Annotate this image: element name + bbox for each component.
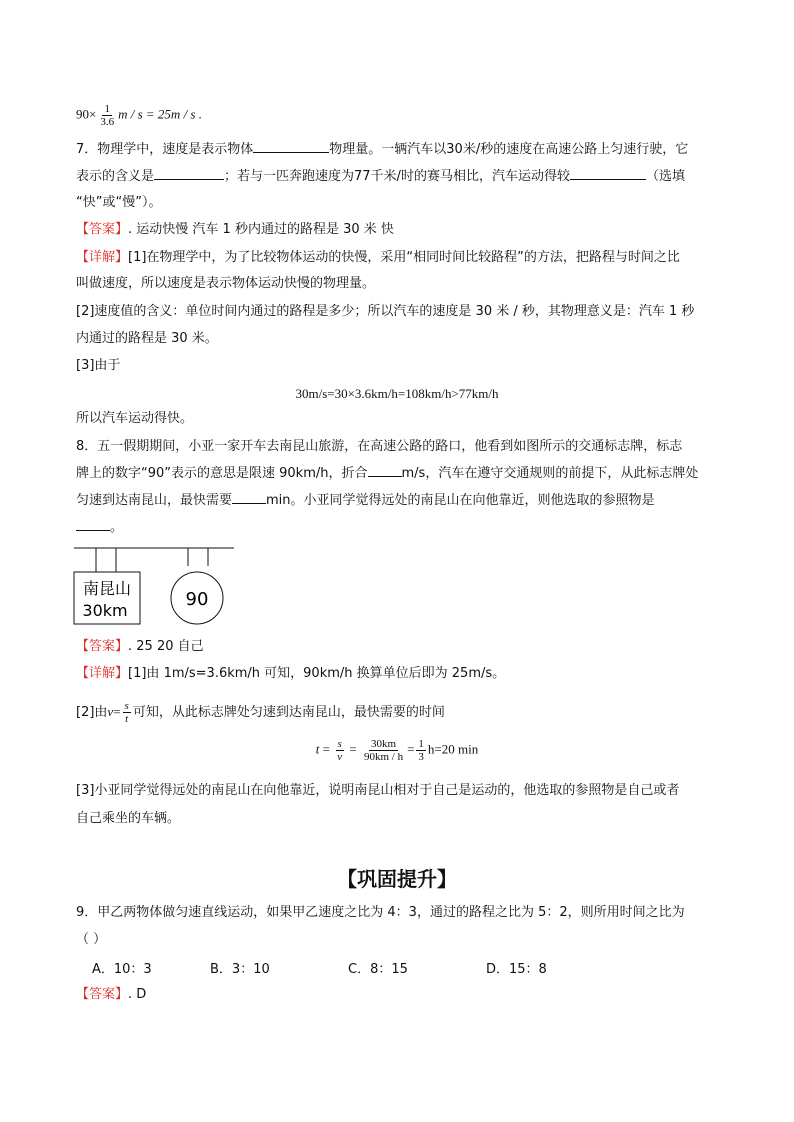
- q9-line1: 9．甲乙两物体做匀速直线运动，如果甲乙速度之比为 4：3，通过的路程之比为 5：2，则所用时间之比为: [76, 905, 685, 920]
- q7-detail-2: 叫做速度，所以速度是表示物体运动快慢的物理量。: [76, 276, 376, 291]
- eq-tail: h=20 min: [427, 741, 479, 757]
- q7-blank-3: [570, 179, 646, 180]
- q8-text: m/s，汽车在遵守交通规则的前提下，从此标志牌处: [401, 466, 699, 481]
- answer-text: . D: [128, 987, 147, 1002]
- detail-text: [2]由: [76, 705, 108, 720]
- fraction-denominator: 3.6: [100, 116, 115, 128]
- sign-place: 南昆山: [82, 579, 132, 598]
- q8-line3: [76, 492, 655, 510]
- sign-speed: 90: [185, 589, 209, 610]
- q7-detail-3: [2]速度值的含义：单位时间内通过的路程是多少；所以汽车的速度是 30 米 / 秒，其物理意义是：汽车 1 秒: [76, 304, 695, 319]
- q7-line2: [76, 168, 685, 186]
- q7-equation: 30m/s=30×3.6km/h=108km/h>77km/h: [295, 386, 499, 401]
- fraction-numerator: 30km: [370, 738, 397, 750]
- q8-text: 。: [110, 520, 124, 535]
- fraction-denominator: 90km / h: [363, 751, 404, 763]
- q8-detail-3: [3]小亚同学觉得远处的南昆山在向他靠近，说明南昆山相对于自己是运动的，他选取的参照物是自己或者: [76, 783, 680, 798]
- q8-detail-1: [76, 665, 505, 683]
- q8-line2: [76, 465, 698, 483]
- q9-option-b: B．3：10: [210, 962, 270, 977]
- eq-t: t: [315, 741, 320, 757]
- formula-lead: 90×: [76, 106, 97, 122]
- fraction-numerator: s: [337, 738, 342, 750]
- fraction-denominator: v: [337, 751, 343, 763]
- detail-tag: 【详解】: [76, 666, 129, 681]
- q7-text: 表示的含义是: [76, 169, 155, 184]
- q9-option-a: A．10：3: [92, 962, 152, 977]
- answer-tag: 【答案】: [76, 987, 129, 1002]
- detail-tag: 【详解】: [76, 250, 129, 265]
- q7-answer: [76, 221, 394, 239]
- q8-text: 牌上的数字“90”表示的意思是限速 90km/h，折合: [76, 466, 368, 481]
- detail-text: [1]由 1m/s=3.6km/h 可知，90km/h 换算单位后即为 25m/s。: [128, 666, 506, 681]
- q7-blank-2: [154, 179, 224, 180]
- fraction-numerator: 1: [104, 103, 110, 115]
- answer-text: . 运动快慢 汽车 1 秒内通过的路程是 30 米 快: [128, 222, 394, 237]
- q7-line1: [76, 141, 688, 159]
- q7-text: 物理量。一辆汽车以30米/秒的速度在高速公路上匀速行驶，它: [329, 142, 689, 157]
- formula-v: v: [107, 704, 114, 719]
- q8-answer: [76, 638, 204, 656]
- eq-km-fraction: [362, 738, 405, 763]
- q7-detail-1: [76, 249, 680, 267]
- q9-answer: [76, 986, 146, 1004]
- q8-time-equation: t = $\frac{s}{v}$ = $\frac{30km}{90km / h}$ = $\frac{1}{3}$ h=20 min: [315, 738, 479, 763]
- q8-line4: [76, 519, 123, 537]
- q7-text: （选填: [645, 169, 685, 184]
- q9-option-d: D．15：8: [486, 962, 547, 977]
- q7-detail-5: [3]由于: [76, 358, 121, 373]
- answer-text: . 25 20 自己: [128, 639, 204, 654]
- q7-text: ；若与一匹奔跑速度为77千米/时的赛马相比，汽车运动得较: [224, 169, 570, 184]
- q8-blank-1: [368, 476, 402, 477]
- q7-line3: “快”或“慢”）。: [76, 195, 162, 210]
- q7-blank-1: [253, 152, 329, 153]
- formula-equals: =: [113, 704, 121, 719]
- q8-detail-2: [76, 700, 445, 725]
- detail-text: [1]在物理学中，为了比较物体运动的快慢，采用“相同时间比较路程”的方法，把路程与时间之比: [128, 250, 680, 265]
- formula-tail: m / s = 25m / s .: [118, 106, 202, 122]
- q8-text: min。小亚同学觉得远处的南昆山在向他靠近，则他选取的参照物是: [266, 493, 655, 508]
- q7-detail-6: 所以汽车运动得快。: [76, 411, 194, 426]
- q9-option-c: C．8：15: [348, 962, 408, 977]
- eq-s-over-v: [335, 738, 344, 763]
- q7-text: 7．物理学中，速度是表示物体: [76, 142, 254, 157]
- fraction-denominator: t: [125, 713, 129, 725]
- sign-distance: 30km: [82, 601, 128, 620]
- q8-blank-2: [232, 503, 266, 504]
- intro-formula: [76, 103, 202, 128]
- formula-s-over-t: [123, 700, 131, 725]
- q8-text: 匀速到达南昆山，最快需要: [76, 493, 233, 508]
- q8-blank-3: [76, 530, 110, 531]
- formula-fraction: [98, 103, 116, 128]
- fraction-numerator: 1: [418, 738, 424, 750]
- q9-line2: （ ）: [76, 932, 107, 947]
- section-title: 【巩固提升】: [337, 867, 457, 891]
- fraction-denominator: 3: [418, 751, 424, 763]
- q7-detail-4: 内通过的路程是 30 米。: [76, 331, 218, 346]
- fraction-numerator: s: [124, 700, 129, 712]
- traffic-sign-figure: [70, 542, 240, 632]
- detail-text: 可知，从此标志牌处匀速到达南昆山，最快需要的时间: [132, 705, 445, 720]
- answer-tag: 【答案】: [76, 639, 129, 654]
- eq-one-third: [416, 738, 426, 763]
- q8-detail-4: 自己乘坐的车辆。: [76, 811, 181, 826]
- q8-line1: 8．五一假期期间，小亚一家开车去南昆山旅游，在高速公路的路口，他看到如图所示的交通标志牌，标志: [76, 439, 683, 454]
- answer-tag: 【答案】: [76, 222, 129, 237]
